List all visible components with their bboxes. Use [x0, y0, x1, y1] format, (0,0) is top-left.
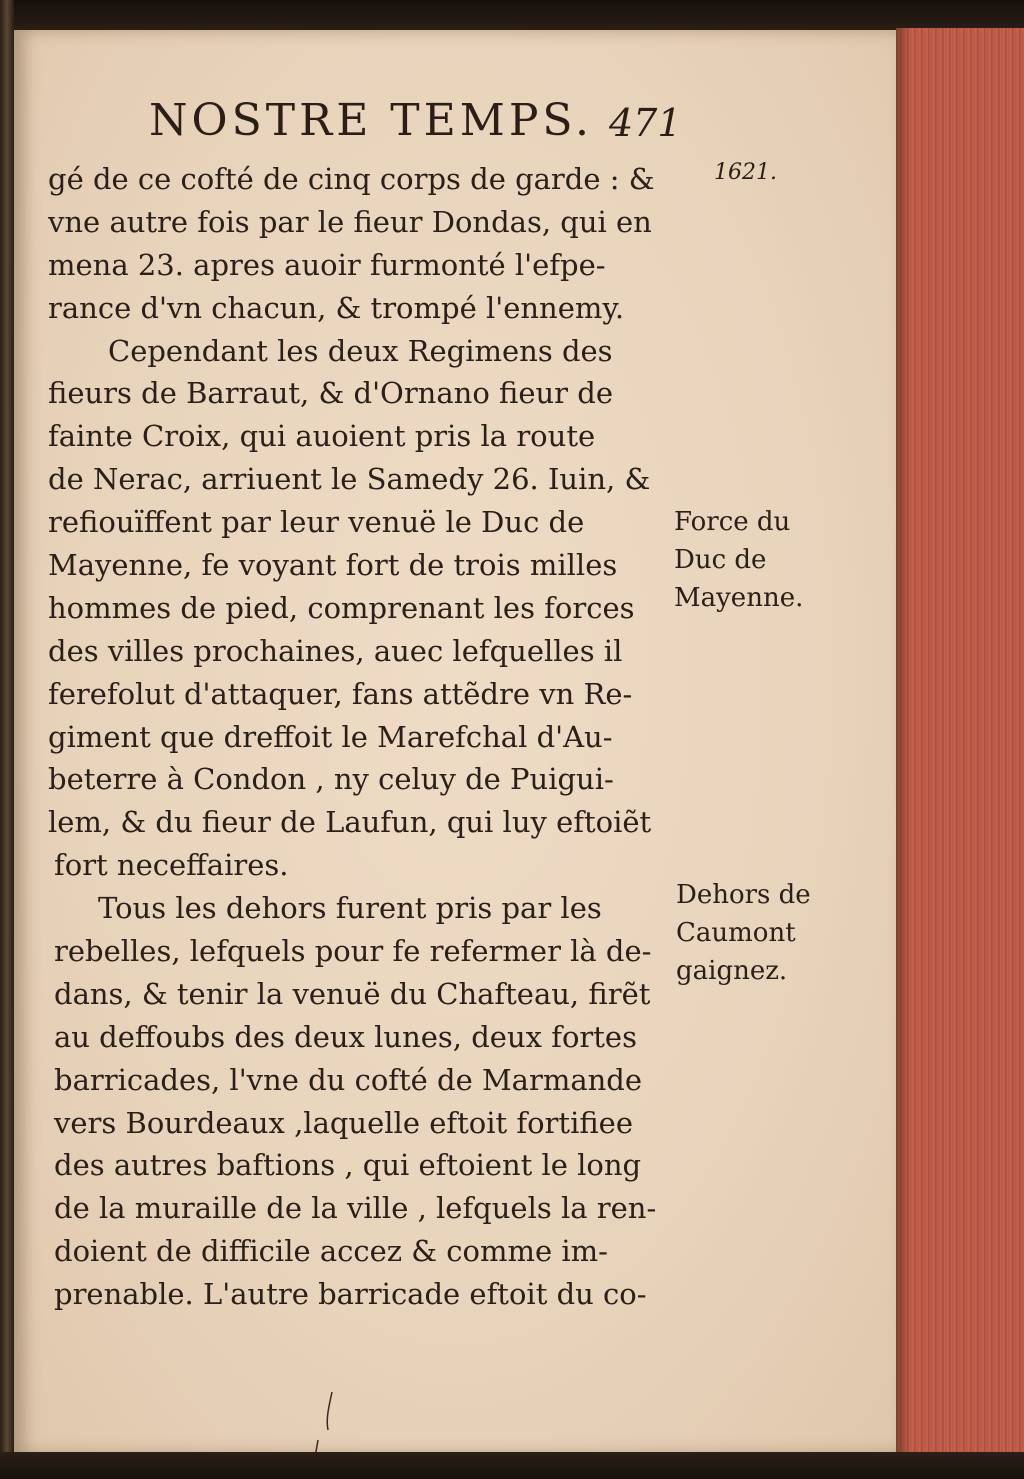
text-line: fainte Croix, qui auoient pris la route	[48, 419, 596, 454]
book-page	[14, 30, 896, 1454]
scan-top-border	[0, 0, 1024, 32]
page-header	[149, 96, 709, 146]
text-line: vne autre fois par le fieur Dondas, qui en	[48, 204, 652, 239]
margin-note-line: gaignez.	[676, 956, 788, 986]
text-line: giment que dreffoit le Marefchal d'Au-	[48, 719, 613, 754]
text-line: prenable. L'autre barricade eftoit du co-	[54, 1277, 647, 1312]
text-line: Mayenne, fe voyant fort de trois milles	[48, 548, 618, 583]
text-line: vers Bourdeaux ,laquelle eftoit fortifiee	[54, 1105, 634, 1140]
text-line: des villes prochaines, auec lefquelles il	[48, 633, 623, 668]
text-line: de Nerac, arriuent le Samedy 26. Iuin, &	[48, 462, 651, 497]
text-line: dans, & tenir la venuë du Chafteau, firẽt	[54, 976, 651, 1011]
page-number: 471	[609, 101, 682, 145]
book-spine-edge	[0, 0, 14, 1479]
text-line: de la muraille de la ville , lefquels la ren-	[54, 1191, 657, 1226]
text-line: beterre à Condon , ny celuy de Puigui-	[48, 762, 614, 797]
text-line: fieurs de Barraut, & d'Ornano fieur de	[48, 376, 613, 411]
margin-note-line: Dehors de	[676, 880, 811, 910]
red-page-edges	[896, 28, 1024, 1456]
paragraph-start-line: Cependant les deux Regimens des	[108, 333, 613, 368]
text-line: des autres baftions , qui eftoient le long	[54, 1148, 642, 1183]
body-text	[48, 158, 688, 1316]
text-line: doient de difficile accez & comme im-	[54, 1234, 608, 1269]
text-line: fort neceffaires.	[54, 848, 289, 883]
text-line: ferefolut d'attaquer, fans attẽdre vn Re-	[48, 676, 633, 711]
running-title: NOSTRE TEMPS.	[149, 95, 593, 146]
text-line: lem, & du fieur de Laufun, qui luy eftoiẽt	[48, 805, 652, 840]
text-line: au deffoubs des deux lunes, deux fortes	[54, 1019, 637, 1054]
margin-year-note: 1621.	[714, 160, 777, 185]
text-line: barricades, l'vne du cofté de Marmande	[54, 1062, 643, 1097]
text-line: gé de ce cofté de cinq corps de garde : &	[48, 162, 655, 196]
text-line: rance d'vn chacun, & trompé l'ennemy.	[48, 290, 625, 325]
margin-note-dehors	[676, 876, 811, 990]
margin-note-line: Force du	[674, 507, 791, 537]
margin-note-force	[674, 503, 803, 617]
text-line: refiouïffent par leur venuë le Duc de	[48, 505, 585, 540]
text-line: mena 23. apres auoir furmonté l'efpe-	[48, 247, 606, 282]
text-line: rebelles, lefquels pour fe refermer là de-	[54, 934, 652, 969]
margin-note-line: Mayenne.	[674, 583, 804, 613]
scan-bottom-border	[0, 1452, 1024, 1479]
text-line: hommes de pied, comprenant les forces	[48, 590, 635, 625]
paragraph-start-line: Tous les dehors furent pris par les	[98, 891, 602, 926]
page-edge-shadow	[896, 28, 910, 1456]
margin-note-line: Caumont	[676, 918, 796, 948]
margin-note-line: Duc de	[674, 545, 767, 575]
